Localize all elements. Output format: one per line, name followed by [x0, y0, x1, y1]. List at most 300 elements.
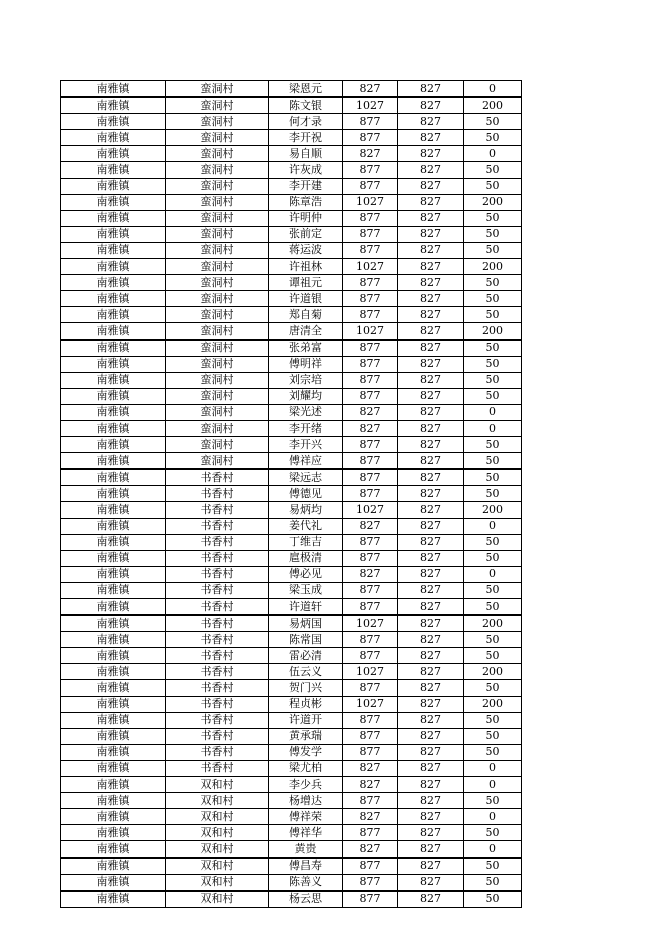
table-row — [61, 648, 522, 664]
base-cell: 827 — [398, 858, 464, 875]
table-row — [61, 178, 522, 194]
diff-cell: 50 — [464, 534, 522, 550]
amount-cell: 877 — [343, 469, 398, 486]
diff-cell: 0 — [464, 518, 522, 534]
base-cell: 827 — [398, 114, 464, 130]
diff-cell: 50 — [464, 744, 522, 760]
name-cell: 傅祥荣 — [269, 809, 343, 825]
base-cell: 827 — [398, 518, 464, 534]
base-cell: 827 — [398, 891, 464, 908]
town-cell: 南雅镇 — [61, 502, 166, 518]
base-cell: 827 — [398, 744, 464, 760]
amount-cell: 877 — [343, 648, 398, 664]
diff-cell: 50 — [464, 469, 522, 486]
amount-cell: 827 — [343, 760, 398, 776]
name-cell: 杨云思 — [269, 891, 343, 908]
name-cell: 丁维吉 — [269, 534, 343, 550]
name-cell: 陈章浩 — [269, 194, 343, 210]
amount-cell: 877 — [343, 388, 398, 404]
name-cell: 刘耀均 — [269, 388, 343, 404]
amount-cell: 877 — [343, 356, 398, 372]
table-row — [61, 632, 522, 648]
table-row — [61, 891, 522, 908]
village-cell: 蛮洞村 — [166, 340, 269, 357]
base-cell: 827 — [398, 178, 464, 194]
amount-cell: 827 — [343, 841, 398, 858]
town-cell: 南雅镇 — [61, 404, 166, 420]
diff-cell: 0 — [464, 420, 522, 436]
town-cell: 南雅镇 — [61, 696, 166, 712]
table-row — [61, 453, 522, 470]
base-cell: 827 — [398, 291, 464, 307]
village-cell: 蛮洞村 — [166, 356, 269, 372]
table-row — [61, 130, 522, 146]
name-cell: 许明仲 — [269, 210, 343, 226]
town-cell: 南雅镇 — [61, 534, 166, 550]
table-row — [61, 680, 522, 696]
village-cell: 书香村 — [166, 502, 269, 518]
amount-cell: 877 — [343, 340, 398, 357]
town-cell: 南雅镇 — [61, 664, 166, 680]
amount-cell: 877 — [343, 744, 398, 760]
amount-cell: 827 — [343, 420, 398, 436]
name-cell: 李开兴 — [269, 437, 343, 453]
table-row — [61, 340, 522, 357]
name-cell: 张弟富 — [269, 340, 343, 357]
name-cell: 傅祥华 — [269, 825, 343, 841]
diff-cell: 0 — [464, 404, 522, 420]
town-cell: 南雅镇 — [61, 632, 166, 648]
base-cell: 827 — [398, 632, 464, 648]
town-cell: 南雅镇 — [61, 777, 166, 793]
name-cell: 易炳均 — [269, 502, 343, 518]
amount-cell: 877 — [343, 291, 398, 307]
village-cell: 书香村 — [166, 518, 269, 534]
base-cell: 827 — [398, 615, 464, 632]
diff-cell: 50 — [464, 437, 522, 453]
village-cell: 书香村 — [166, 696, 269, 712]
base-cell: 827 — [398, 777, 464, 793]
amount-cell: 1027 — [343, 502, 398, 518]
diff-cell: 50 — [464, 793, 522, 809]
base-cell: 827 — [398, 210, 464, 226]
village-cell: 蛮洞村 — [166, 146, 269, 162]
town-cell: 南雅镇 — [61, 114, 166, 130]
table-row — [61, 534, 522, 550]
name-cell: 傅德见 — [269, 486, 343, 502]
name-cell: 许道开 — [269, 712, 343, 728]
base-cell: 827 — [398, 146, 464, 162]
base-cell: 827 — [398, 194, 464, 210]
village-cell: 双和村 — [166, 858, 269, 875]
base-cell: 827 — [398, 760, 464, 776]
name-cell: 陈文银 — [269, 97, 343, 114]
table-row — [61, 242, 522, 258]
village-cell: 蛮洞村 — [166, 323, 269, 340]
table-row — [61, 793, 522, 809]
amount-cell: 877 — [343, 728, 398, 744]
town-cell: 南雅镇 — [61, 582, 166, 598]
town-cell: 南雅镇 — [61, 259, 166, 275]
town-cell: 南雅镇 — [61, 323, 166, 340]
town-cell: 南雅镇 — [61, 453, 166, 470]
table-row — [61, 420, 522, 436]
name-cell: 许道银 — [269, 291, 343, 307]
village-cell: 书香村 — [166, 550, 269, 566]
town-cell: 南雅镇 — [61, 825, 166, 841]
base-cell: 827 — [398, 226, 464, 242]
diff-cell: 200 — [464, 259, 522, 275]
name-cell: 刘宗培 — [269, 372, 343, 388]
amount-cell: 877 — [343, 550, 398, 566]
village-cell: 蛮洞村 — [166, 420, 269, 436]
town-cell: 南雅镇 — [61, 388, 166, 404]
village-cell: 双和村 — [166, 841, 269, 858]
table-row — [61, 728, 522, 744]
name-cell: 李开祝 — [269, 130, 343, 146]
base-cell: 827 — [398, 680, 464, 696]
town-cell: 南雅镇 — [61, 728, 166, 744]
town-cell: 南雅镇 — [61, 712, 166, 728]
diff-cell: 50 — [464, 275, 522, 291]
table-row — [61, 356, 522, 372]
village-cell: 书香村 — [166, 680, 269, 696]
table-row — [61, 760, 522, 776]
amount-cell: 877 — [343, 599, 398, 616]
town-cell: 南雅镇 — [61, 420, 166, 436]
name-cell: 易自顺 — [269, 146, 343, 162]
base-cell: 827 — [398, 356, 464, 372]
name-cell: 梁远志 — [269, 469, 343, 486]
table-row — [61, 696, 522, 712]
town-cell: 南雅镇 — [61, 599, 166, 616]
diff-cell: 50 — [464, 825, 522, 841]
base-cell: 827 — [398, 242, 464, 258]
village-cell: 蛮洞村 — [166, 404, 269, 420]
base-cell: 827 — [398, 469, 464, 486]
base-cell: 827 — [398, 566, 464, 582]
diff-cell: 50 — [464, 486, 522, 502]
name-cell: 梁尤柏 — [269, 760, 343, 776]
diff-cell: 50 — [464, 680, 522, 696]
village-cell: 蛮洞村 — [166, 259, 269, 275]
table-body — [61, 81, 522, 908]
town-cell: 南雅镇 — [61, 760, 166, 776]
village-cell: 蛮洞村 — [166, 372, 269, 388]
town-cell: 南雅镇 — [61, 291, 166, 307]
base-cell: 827 — [398, 275, 464, 291]
name-cell: 陈善义 — [269, 874, 343, 891]
name-cell: 黄贵 — [269, 841, 343, 858]
village-cell: 蛮洞村 — [166, 178, 269, 194]
town-cell: 南雅镇 — [61, 210, 166, 226]
base-cell: 827 — [398, 534, 464, 550]
name-cell: 许道轩 — [269, 599, 343, 616]
amount-cell: 877 — [343, 712, 398, 728]
village-cell: 书香村 — [166, 599, 269, 616]
town-cell: 南雅镇 — [61, 146, 166, 162]
diff-cell: 50 — [464, 226, 522, 242]
table-row — [61, 825, 522, 841]
table-row — [61, 744, 522, 760]
town-cell: 南雅镇 — [61, 615, 166, 632]
town-cell: 南雅镇 — [61, 162, 166, 178]
base-cell: 827 — [398, 486, 464, 502]
table-row — [61, 388, 522, 404]
town-cell: 南雅镇 — [61, 469, 166, 486]
table-row — [61, 323, 522, 340]
table-row — [61, 809, 522, 825]
table-row — [61, 582, 522, 598]
base-cell: 827 — [398, 162, 464, 178]
town-cell: 南雅镇 — [61, 486, 166, 502]
town-cell: 南雅镇 — [61, 81, 166, 98]
amount-cell: 877 — [343, 437, 398, 453]
amount-cell: 1027 — [343, 664, 398, 680]
amount-cell: 877 — [343, 242, 398, 258]
table-row — [61, 275, 522, 291]
village-cell: 蛮洞村 — [166, 114, 269, 130]
amount-cell: 877 — [343, 275, 398, 291]
amount-cell: 877 — [343, 162, 398, 178]
base-cell: 827 — [398, 323, 464, 340]
village-cell: 书香村 — [166, 744, 269, 760]
table-row — [61, 259, 522, 275]
name-cell: 张前定 — [269, 226, 343, 242]
amount-cell: 877 — [343, 874, 398, 891]
name-cell: 姜代礼 — [269, 518, 343, 534]
amount-cell: 877 — [343, 130, 398, 146]
amount-cell: 877 — [343, 793, 398, 809]
village-cell: 双和村 — [166, 809, 269, 825]
name-cell: 郑自菊 — [269, 307, 343, 323]
town-cell: 南雅镇 — [61, 340, 166, 357]
town-cell: 南雅镇 — [61, 372, 166, 388]
base-cell: 827 — [398, 453, 464, 470]
base-cell: 827 — [398, 388, 464, 404]
town-cell: 南雅镇 — [61, 566, 166, 582]
town-cell: 南雅镇 — [61, 437, 166, 453]
village-cell: 蛮洞村 — [166, 210, 269, 226]
diff-cell: 50 — [464, 307, 522, 323]
diff-cell: 0 — [464, 841, 522, 858]
base-cell: 827 — [398, 793, 464, 809]
village-cell: 双和村 — [166, 793, 269, 809]
town-cell: 南雅镇 — [61, 891, 166, 908]
town-cell: 南雅镇 — [61, 356, 166, 372]
diff-cell: 0 — [464, 81, 522, 98]
table-row — [61, 550, 522, 566]
table-row — [61, 486, 522, 502]
village-cell: 书香村 — [166, 760, 269, 776]
village-cell: 双和村 — [166, 891, 269, 908]
name-cell: 梁玉成 — [269, 582, 343, 598]
name-cell: 易炳国 — [269, 615, 343, 632]
village-cell: 书香村 — [166, 566, 269, 582]
diff-cell: 50 — [464, 599, 522, 616]
amount-cell: 1027 — [343, 259, 398, 275]
table-row — [61, 146, 522, 162]
town-cell: 南雅镇 — [61, 793, 166, 809]
table-row — [61, 469, 522, 486]
name-cell: 傅祥应 — [269, 453, 343, 470]
base-cell: 827 — [398, 664, 464, 680]
base-cell: 827 — [398, 648, 464, 664]
diff-cell: 50 — [464, 356, 522, 372]
amount-cell: 1027 — [343, 97, 398, 114]
village-cell: 蛮洞村 — [166, 388, 269, 404]
name-cell: 谭祖元 — [269, 275, 343, 291]
diff-cell: 50 — [464, 874, 522, 891]
town-cell: 南雅镇 — [61, 307, 166, 323]
name-cell: 扈极清 — [269, 550, 343, 566]
diff-cell: 0 — [464, 566, 522, 582]
diff-cell: 50 — [464, 114, 522, 130]
village-cell: 蛮洞村 — [166, 226, 269, 242]
amount-cell: 827 — [343, 404, 398, 420]
village-cell: 蛮洞村 — [166, 162, 269, 178]
village-cell: 蛮洞村 — [166, 453, 269, 470]
table-row — [61, 858, 522, 875]
diff-cell: 0 — [464, 146, 522, 162]
base-cell: 827 — [398, 259, 464, 275]
diff-cell: 200 — [464, 323, 522, 340]
name-cell: 唐清全 — [269, 323, 343, 340]
base-cell: 827 — [398, 841, 464, 858]
amount-cell: 877 — [343, 858, 398, 875]
village-cell: 书香村 — [166, 712, 269, 728]
base-cell: 827 — [398, 404, 464, 420]
amount-cell: 827 — [343, 566, 398, 582]
village-cell: 书香村 — [166, 534, 269, 550]
base-cell: 827 — [398, 582, 464, 598]
name-cell: 许祖林 — [269, 259, 343, 275]
village-cell: 书香村 — [166, 632, 269, 648]
amount-cell: 877 — [343, 372, 398, 388]
amount-cell: 877 — [343, 680, 398, 696]
village-cell: 书香村 — [166, 728, 269, 744]
base-cell: 827 — [398, 340, 464, 357]
base-cell: 827 — [398, 696, 464, 712]
base-cell: 827 — [398, 728, 464, 744]
village-cell: 书香村 — [166, 469, 269, 486]
base-cell: 827 — [398, 825, 464, 841]
village-cell: 蛮洞村 — [166, 81, 269, 98]
diff-cell: 50 — [464, 712, 522, 728]
table-row — [61, 97, 522, 114]
village-cell: 蛮洞村 — [166, 291, 269, 307]
village-cell: 书香村 — [166, 648, 269, 664]
village-cell: 蛮洞村 — [166, 307, 269, 323]
data-table — [60, 80, 522, 908]
amount-cell: 877 — [343, 178, 398, 194]
name-cell: 杨增达 — [269, 793, 343, 809]
name-cell: 雷必清 — [269, 648, 343, 664]
table-row — [61, 114, 522, 130]
town-cell: 南雅镇 — [61, 275, 166, 291]
town-cell: 南雅镇 — [61, 130, 166, 146]
table-row — [61, 874, 522, 891]
town-cell: 南雅镇 — [61, 550, 166, 566]
table-row — [61, 210, 522, 226]
name-cell: 李少兵 — [269, 777, 343, 793]
table-row — [61, 291, 522, 307]
base-cell: 827 — [398, 809, 464, 825]
diff-cell: 200 — [464, 194, 522, 210]
name-cell: 梁恩元 — [269, 81, 343, 98]
diff-cell: 0 — [464, 777, 522, 793]
table-row — [61, 615, 522, 632]
table-row — [61, 502, 522, 518]
table-row — [61, 777, 522, 793]
amount-cell: 827 — [343, 81, 398, 98]
town-cell: 南雅镇 — [61, 518, 166, 534]
name-cell: 程贞彬 — [269, 696, 343, 712]
diff-cell: 50 — [464, 891, 522, 908]
village-cell: 书香村 — [166, 486, 269, 502]
table-row — [61, 664, 522, 680]
name-cell: 傅必见 — [269, 566, 343, 582]
base-cell: 827 — [398, 307, 464, 323]
table-row — [61, 841, 522, 858]
village-cell: 双和村 — [166, 777, 269, 793]
diff-cell: 50 — [464, 372, 522, 388]
amount-cell: 1027 — [343, 323, 398, 340]
name-cell: 梁光述 — [269, 404, 343, 420]
amount-cell: 827 — [343, 146, 398, 162]
table-row — [61, 566, 522, 582]
amount-cell: 827 — [343, 518, 398, 534]
name-cell: 李开建 — [269, 178, 343, 194]
table-row — [61, 194, 522, 210]
amount-cell: 877 — [343, 114, 398, 130]
diff-cell: 200 — [464, 97, 522, 114]
village-cell: 双和村 — [166, 874, 269, 891]
town-cell: 南雅镇 — [61, 680, 166, 696]
name-cell: 蒋运波 — [269, 242, 343, 258]
amount-cell: 1027 — [343, 615, 398, 632]
name-cell: 陈常国 — [269, 632, 343, 648]
name-cell: 傅明祥 — [269, 356, 343, 372]
amount-cell: 877 — [343, 486, 398, 502]
village-cell: 书香村 — [166, 664, 269, 680]
diff-cell: 50 — [464, 388, 522, 404]
diff-cell: 50 — [464, 291, 522, 307]
village-cell: 蛮洞村 — [166, 437, 269, 453]
amount-cell: 877 — [343, 825, 398, 841]
town-cell: 南雅镇 — [61, 178, 166, 194]
village-cell: 蛮洞村 — [166, 97, 269, 114]
base-cell: 827 — [398, 81, 464, 98]
town-cell: 南雅镇 — [61, 648, 166, 664]
table-row — [61, 404, 522, 420]
base-cell: 827 — [398, 130, 464, 146]
diff-cell: 50 — [464, 632, 522, 648]
table-row — [61, 437, 522, 453]
diff-cell: 50 — [464, 178, 522, 194]
amount-cell: 877 — [343, 891, 398, 908]
name-cell: 伍云义 — [269, 664, 343, 680]
base-cell: 827 — [398, 599, 464, 616]
diff-cell: 200 — [464, 502, 522, 518]
name-cell: 傅昌寿 — [269, 858, 343, 875]
amount-cell: 827 — [343, 809, 398, 825]
amount-cell: 877 — [343, 210, 398, 226]
table-row — [61, 307, 522, 323]
base-cell: 827 — [398, 420, 464, 436]
diff-cell: 0 — [464, 760, 522, 776]
town-cell: 南雅镇 — [61, 194, 166, 210]
